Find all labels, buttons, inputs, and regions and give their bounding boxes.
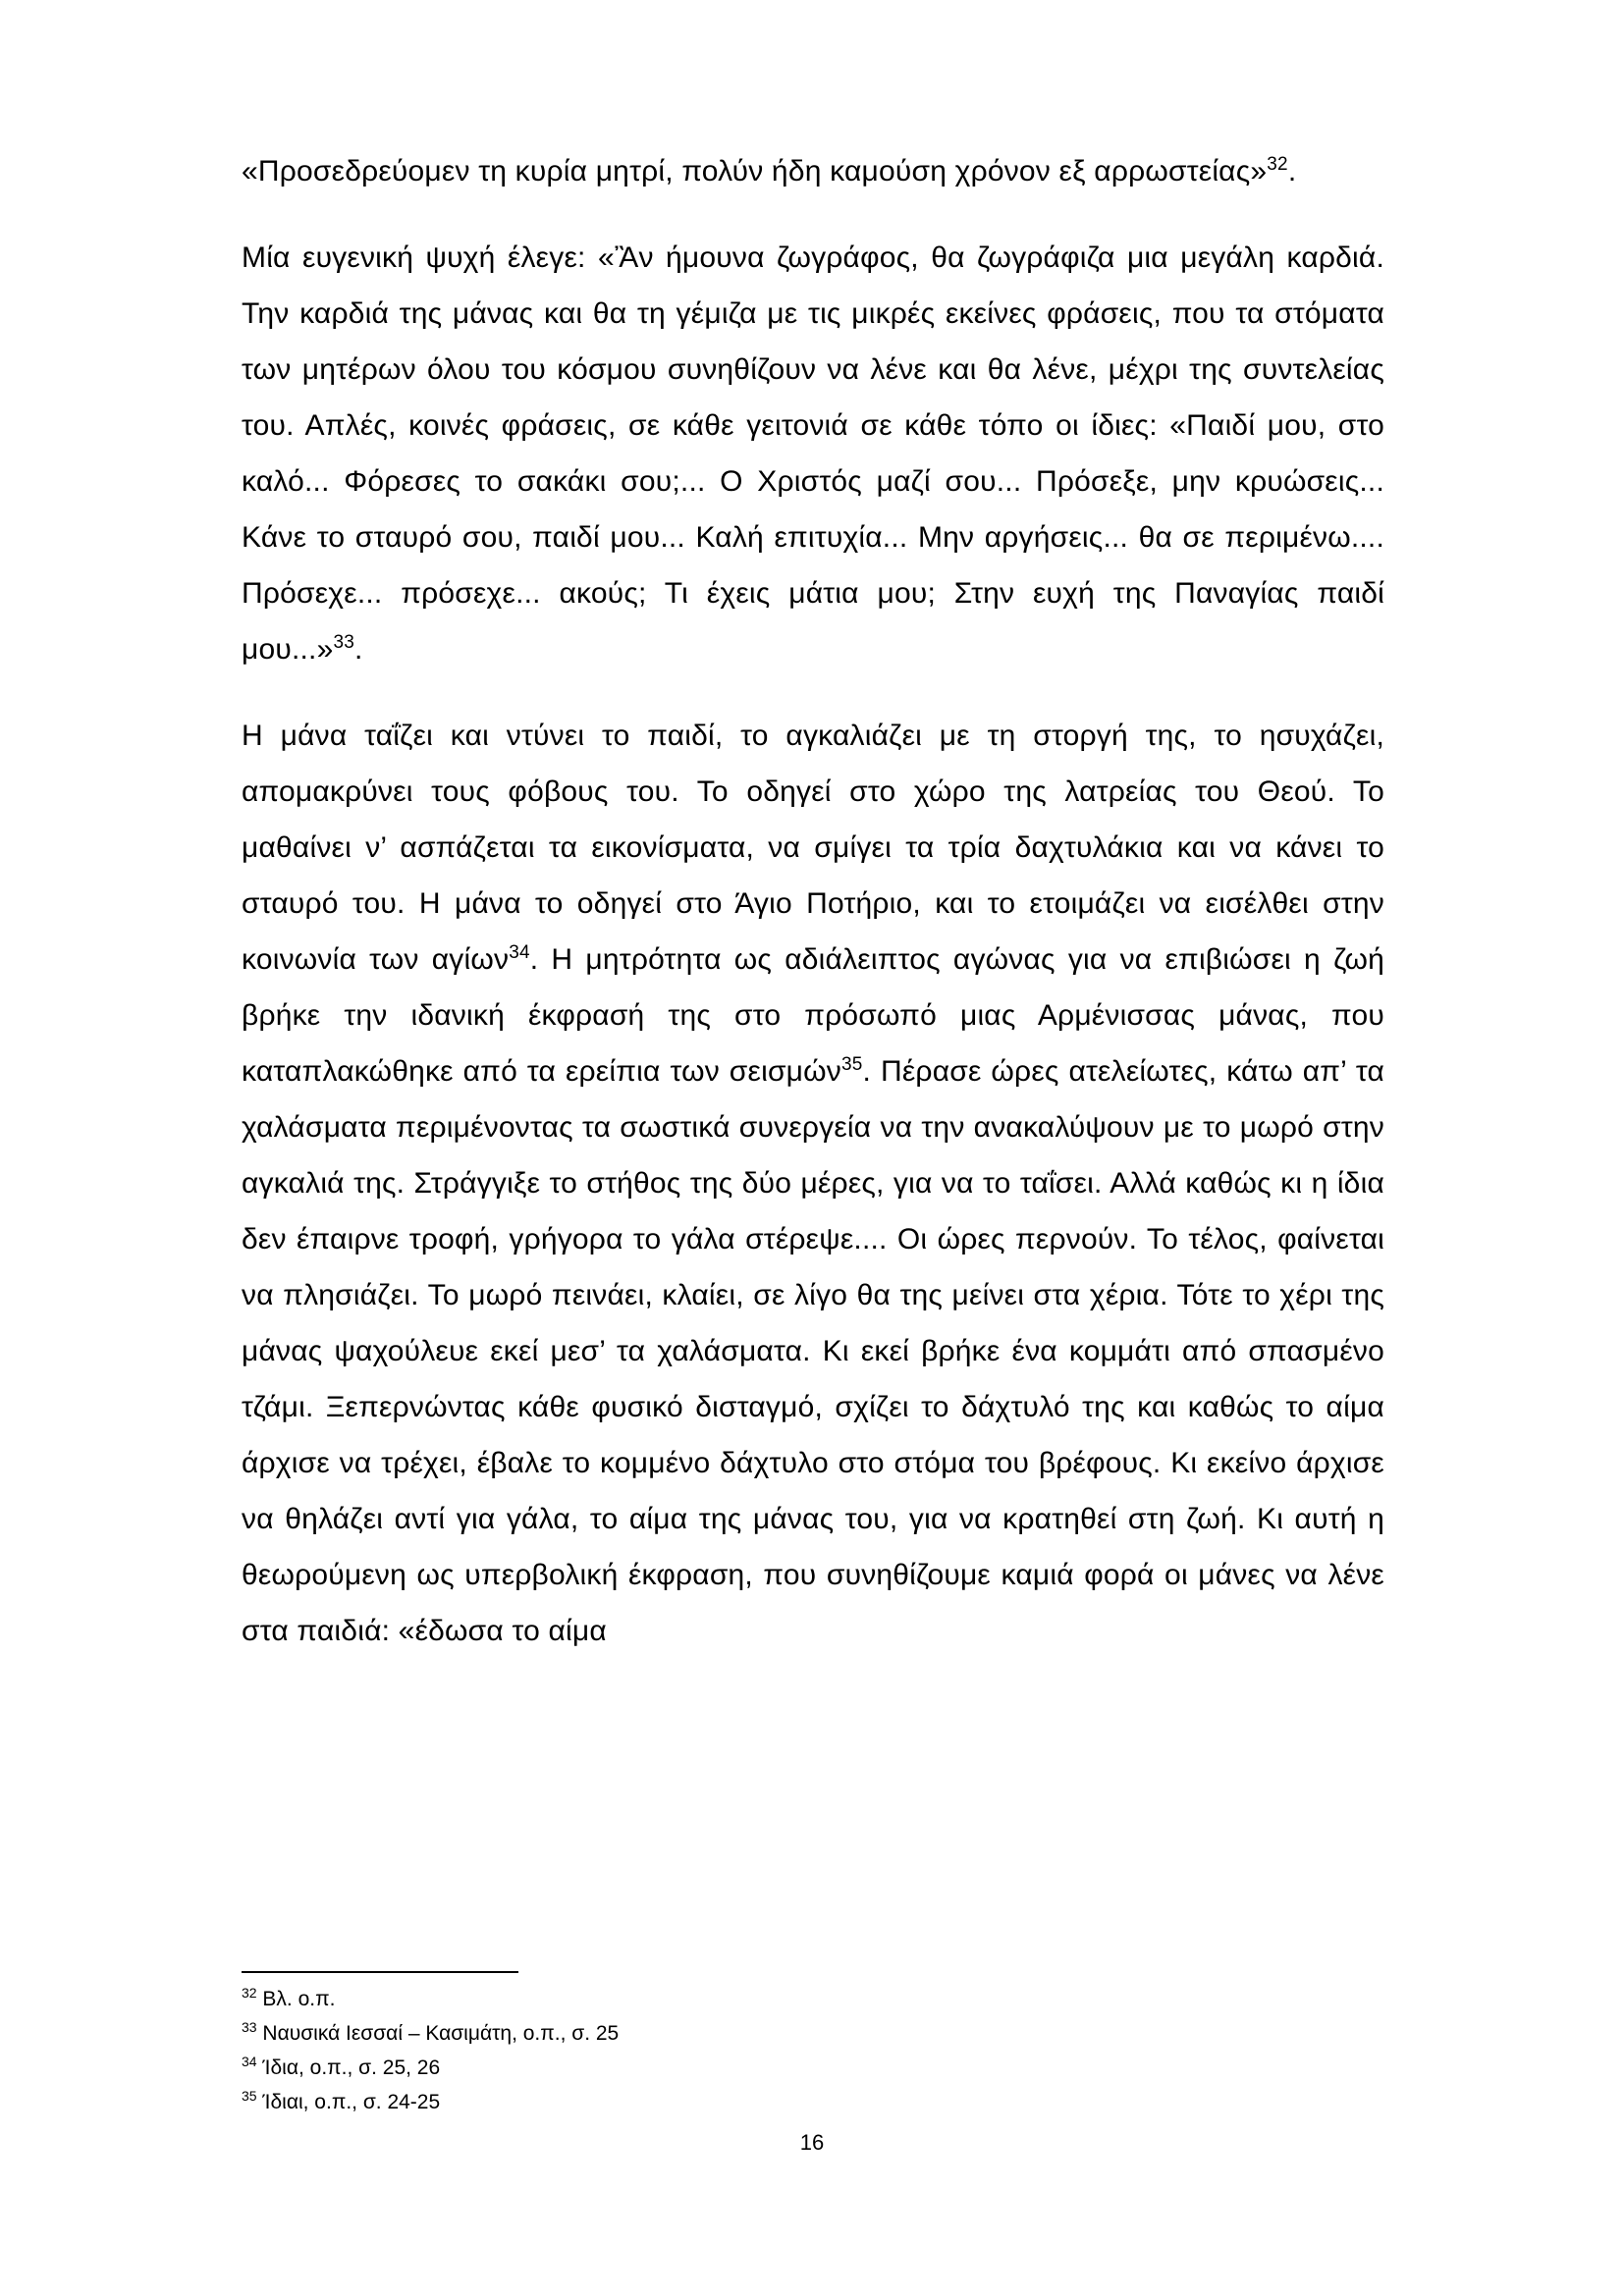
footnote-ref-34: 34 [509,942,530,963]
footnote-text: Ίδιαι, ο.π., σ. 24-25 [262,2091,441,2113]
paragraph-text: «Προσεδρεύομεν τη κυρία μητρί, πολύν ήδη καμούση χρόνον εξ αρρωστείας» [242,155,1268,187]
paragraph-mother-phrases [242,230,1384,677]
paragraph-text: Η μάνα ταΐζει και ντύνει το παιδί, το αγκαλιάζει με τη στοργή της, το ησυχάζει, απομακρύνει τους φόβους του. Το οδηγεί στο χώρο της λατρείας του Θεού. Το μαθαίνει ν’ ασπάζεται τα εικονίσματα, να σμίγει τα τρία δαχτυλάκια και να κάνει το σταυρό του. Η μάνα το οδηγεί στο Άγιο Ποτήριο, και το ετοιμάζει να εισέλθει στην κοινωνία των αγίων [242,720,1384,976]
footnote-number: 32 [242,1985,257,2001]
paragraph-text: . Η μητρότητα ως αδιάλειπτος αγώνας για να επιβιώσει η ζωή βρήκε την ιδανική έκφρασή της στο πρόσωπό μιας Αρμένισσας μάνας, που καταπλακώθηκε από τα ερείπια των σεισμών [242,943,1384,1088]
footnote-33 [242,2016,1384,2051]
footnote-text: Ναυσικά Ιεσσαί – Κασιμάτη, ο.π., σ. 25 [262,2022,620,2045]
paragraph-text: . [354,633,363,666]
paragraph-text: . [1287,155,1297,187]
footnote-34 [242,2051,1384,2085]
paragraph-mother-care [242,708,1384,1659]
footnote-number: 35 [242,2088,257,2104]
footnote-ref-32: 32 [1267,154,1288,175]
footnote-ref-33: 33 [333,632,355,653]
page-number: 16 [799,2130,825,2155]
footnote-text: Ίδια, ο.π., σ. 25, 26 [262,2056,441,2079]
paragraph-text: Μία ευγενική ψυχή έλεγε: «Ἂν ήμουνα ζωγράφος, θα ζωγράφιζα μια μεγάλη καρδιά. Την καρδιά της μάνας και θα τη γέμιζα με τις μικρές εκείνες φράσεις, που τα στόματα των μητέρων όλου του κόσμου συνηθίζουν να λένε και θα λένε, μέχρι της συντελείας του. Απλές, κοινές φράσεις, σε κάθε γειτονιά σε κάθε τόπο οι ίδιες: «Παιδί μου, στο καλό... Φόρεσες το σακάκι σου;... Ο Χριστός μαζί σου... Πρόσεξε, μην κρυώσεις... Κάνε το σταυρό σου, παιδί μου... Καλή επιτυχία... Μην αργήσεις... θα σε περιμένω.... Πρόσεχε... πρόσεχε... ακούς; Τι έχεις μάτια μου; Στην ευχή της Παναγίας παιδί μου...» [242,241,1384,666]
footnote-35 [242,2085,1384,2119]
paragraph-quote [242,143,1384,199]
footnote-number: 33 [242,2019,257,2035]
footnote-text: Βλ. ο.π. [262,1988,336,2010]
document-body [242,143,1384,1689]
footnote-separator-line [242,1971,518,1973]
paragraph-text: . Πέρασε ώρες ατελείωτες, κάτω απ’ τα χαλάσματα περιμένοντας τα σωστικά συνεργεία να την ανακαλύψουν με το μωρό στην αγκαλιά της. Στράγγιξε το στήθος της δύο μέρες, για να το ταΐσει. Αλλά καθώς κι η ίδια δεν έπαιρνε τροφή, γρήγορα το γάλα στέρεψε.... Οι ώρες περνούν. Το τέλος, φαίνεται να πλησιάζει. Το μωρό πεινάει, κλαίει, σε λίγο θα της μείνει στα χέρια. Τότε το χέρι της μάνας ψαχούλευε εκεί μεσ’ τα χαλάσματα. Κι εκεί βρήκε ένα κομμάτι από σπασμένο τζάμι. Ξεπερνώντας κάθε φυσικό δισταγμό, σχίζει το δάχτυλό της και καθώς το αίμα άρχισε να τρέχει, έβαλε το κομμένο δάχτυλο στο στόμα του βρέφους. Κι εκείνο άρχισε να θηλάζει αντί για γάλα, το αίμα της μάνας του, για να κρατηθεί στη ζωή. Κι αυτή η θεωρούμενη ως υπερβολική έκφραση, που συνηθίζουμε καμιά φορά οι μάνες να λένε στα παιδιά: «έδωσα το αίμα [242,1055,1385,1647]
footnote-32 [242,1982,1384,2016]
footnotes-section [242,1971,1384,2119]
footnote-number: 34 [242,2054,257,2069]
footnote-ref-35: 35 [841,1054,863,1075]
